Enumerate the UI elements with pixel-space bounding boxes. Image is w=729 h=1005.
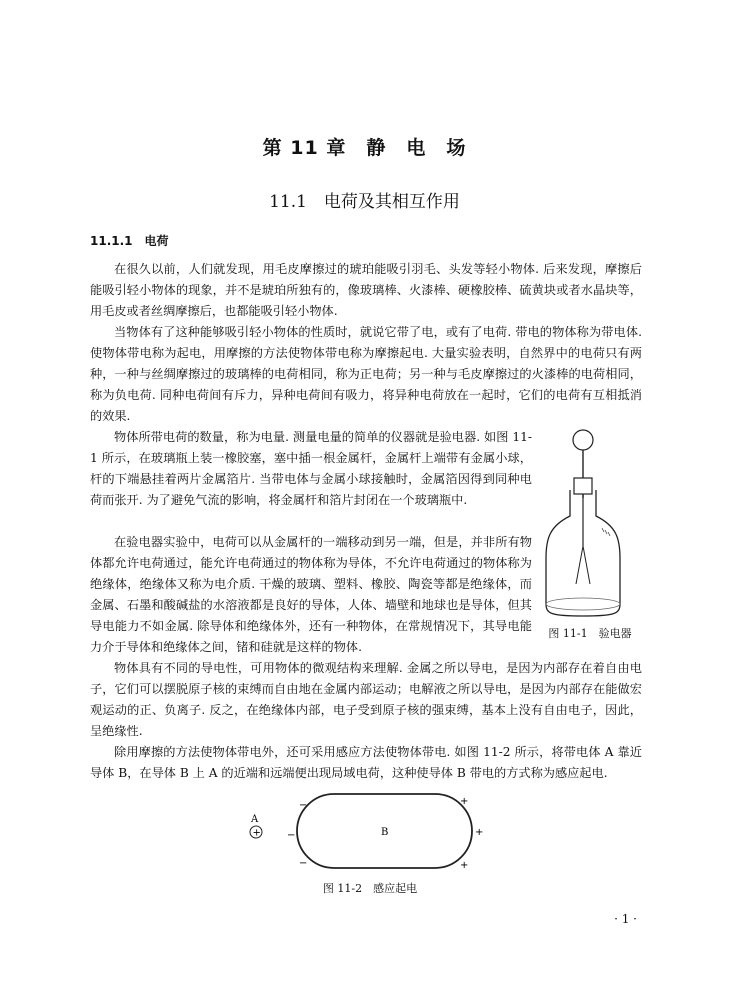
paragraph-3: 物体所带电荷的数量，称为电量. 测量电量的简单的仪器就是验电器. 如图 11-1 所示，在玻璃瓶上装一橡胶塞，塞中插一根金属杆，金属杆上端带有金属小球，杆的下端悬挂着两片金属箔片. 当带电体与金属小球接触时，金属箔因得到同种电荷而张开. 为了避免气流的影响，将金属杆和箔片封闭在一个玻璃瓶中. xyxy=(90,430,532,507)
foil-left xyxy=(576,546,583,584)
paragraph-6: 除用摩擦的方法使物体带电外，还可采用感应方法使物体带电. 如图 11-2 所示，将带电体 A 靠近导体 B，在导体 B 上 A 的近端和远端便出现局域电荷，这种使导体 B 带电的方式称为感应起电. xyxy=(90,745,642,780)
rubber-stopper xyxy=(574,478,592,494)
figure-2-caption: 图 11-2 感应起电 xyxy=(322,882,418,895)
plus-charge: + xyxy=(475,827,484,838)
subsection-title: 11.1.1 电荷 xyxy=(90,234,169,248)
section-title: 11.1 电荷及其相互作用 xyxy=(269,192,460,212)
paragraph-1: 在很久以前，人们就发现，用毛皮摩擦过的琥珀能吸引羽毛、头发等轻小物体. 后来发现，摩擦后能吸引轻小物体的现象，并不是琥珀所独有的，像玻璃棒、火漆棒、硬橡胶棒、硫黄块或者水晶块等，用毛皮或者丝绸摩擦后，也都能吸引轻小物体. xyxy=(90,262,642,318)
metal-ball xyxy=(573,430,593,450)
page-number: · 1 · xyxy=(614,912,637,926)
svg-text:+: + xyxy=(252,827,261,839)
induction-figure xyxy=(245,790,495,874)
minus-charge: − xyxy=(299,800,308,811)
minus-charge: − xyxy=(299,858,308,869)
minus-charge: − xyxy=(287,830,296,841)
plus-charge: + xyxy=(460,796,469,807)
paragraph-4: 在验电器实验中，电荷可以从金属杆的一端移动到另一端，但是，并非所有物体都允许电荷通过，能允许电荷通过的物体称为导体，不允许电荷通过的物体称为绝缘体，绝缘体又称为电介质. 干燥的玻璃、塑料、橡胶、陶瓷等都是绝缘体，而金属、石墨和酸碱盐的水溶液都是良好的导体，人体、墙壁和地球也是导体，但其导电能力不如金属. 除导体和绝缘体外，还有一种物体，在常规情况下，其导电能力介于导体和绝缘体之间，锗和硅就是这样的物体. xyxy=(90,535,532,654)
figure-1-caption: 图 11-1 验电器 xyxy=(548,627,632,640)
electroscope-figure xyxy=(540,428,640,620)
label-b: B xyxy=(381,827,389,838)
paragraph-2: 当物体有了这种能够吸引轻小物体的性质时，就说它带了电，或有了电荷. 带电的物体称为带电体. 使物体带电称为起电，用摩擦的方法使物体带电称为摩擦起电. 大量实验表明，自然界中的电荷只有两种，一种与丝绸摩擦过的玻璃棒的电荷相同，称为正电荷；另一种与毛皮摩擦过的火漆棒的电荷相同，称为负电荷. 同种电荷间有斥力，异种电荷间有吸力，将异种电荷放在一起时，它们的电荷有互相抵消的效果. xyxy=(90,325,642,423)
label-a: A xyxy=(251,814,259,825)
chapter-title: 第 11 章 静 电 场 xyxy=(262,137,467,159)
paragraph-5: 物体具有不同的导电性，可用物体的微观结构来理解. 金属之所以导电，是因为内部存在着自由电子，它们可以摆脱原子核的束缚而自由地在金属内部运动；电解液之所以导电，是因为内部存在能做宏观运动的正、负离子. 反之，在绝缘体内部，电子受到原子核的强束缚，基本上没有自由电子，因此，呈绝缘性. xyxy=(90,661,642,738)
foil-right xyxy=(583,546,590,584)
plus-charge: + xyxy=(460,860,469,871)
